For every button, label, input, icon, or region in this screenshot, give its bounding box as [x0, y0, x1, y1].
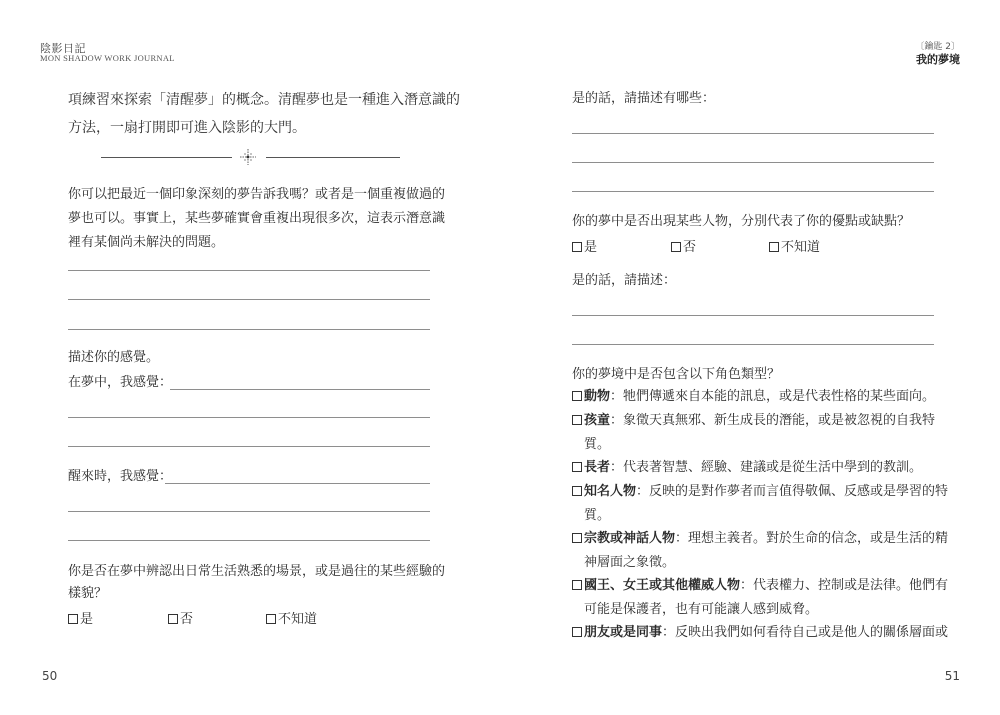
option-no[interactable]	[168, 608, 193, 627]
type-desc: ：代表權力、控制或是法律。他們有	[740, 578, 949, 593]
type-name: 知名人物	[584, 484, 637, 499]
checkbox-icon[interactable]	[266, 614, 276, 624]
checkbox-icon[interactable]	[671, 242, 681, 252]
character-type-celebrity[interactable]	[572, 480, 949, 528]
type-desc-cont: 可能是保護者，也有可能讓人感到威脅。	[584, 602, 819, 617]
option-label: 否	[683, 240, 697, 255]
question-2-line-1: 你是否在夢中辨認出日常生活熟悉的場景，或是過往的某些經驗的	[68, 564, 446, 579]
question-familiar-scene	[68, 561, 445, 605]
journal-title: 陰影日記	[40, 42, 86, 55]
question-1-line-2: 夢也可以。事實上，某些夢確實會重複出現很多次，這表示潛意識	[68, 211, 446, 226]
checkbox-icon[interactable]	[572, 533, 582, 543]
type-name: 孩童	[584, 413, 611, 428]
followup-describe: 是的話，請描述：	[572, 273, 677, 288]
type-desc-cont: 質。	[584, 437, 611, 452]
type-desc-cont: 質。	[584, 508, 611, 523]
option-unknown[interactable]	[266, 608, 317, 627]
type-name: 宗教或神話人物	[584, 531, 676, 546]
type-name: 動物	[584, 389, 611, 404]
character-type-animal[interactable]	[572, 385, 937, 409]
checkbox-icon[interactable]	[68, 614, 78, 624]
type-name: 國王、女王或其他權威人物	[584, 578, 741, 593]
option-label: 不知道	[781, 240, 821, 255]
checkbox-icon[interactable]	[572, 242, 582, 252]
after-wake-feeling-line[interactable]	[165, 483, 430, 484]
answer-line[interactable]	[572, 162, 934, 163]
type-name: 長者	[584, 460, 611, 475]
character-type-friend-colleague[interactable]	[572, 621, 949, 645]
type-name: 朋友或是同事	[584, 625, 663, 640]
answer-line[interactable]	[68, 417, 430, 418]
character-type-child[interactable]	[572, 409, 937, 457]
answer-line[interactable]	[572, 315, 934, 316]
page-number-right: 51	[944, 669, 960, 683]
chapter-tag: 〔鑰匙 2〕	[915, 42, 960, 52]
option-label: 否	[180, 612, 194, 627]
question-1-line-1: 你可以把最近一個印象深刻的夢告訴我嗎？或者是一個重複做過的	[68, 187, 446, 202]
intro-line-1: 項練習來探索「清醒夢」的概念。清醒夢也是一種進入潛意識的	[68, 92, 460, 108]
checkbox-icon[interactable]	[572, 391, 582, 401]
question-1-line-3: 裡有某個尚未解決的問題。	[68, 235, 225, 250]
character-type-authority[interactable]	[572, 574, 949, 622]
option-yes[interactable]	[572, 236, 597, 255]
answer-line[interactable]	[572, 133, 934, 134]
character-type-elder[interactable]	[572, 456, 937, 480]
journal-subtitle: MON SHADOW WORK JOURNAL	[40, 53, 175, 63]
option-label: 不知道	[278, 612, 318, 627]
checkbox-icon[interactable]	[572, 462, 582, 472]
answer-line[interactable]	[68, 329, 430, 330]
answer-line[interactable]	[572, 191, 934, 192]
followup-describe-which: 是的話，請描述有哪些：	[572, 91, 716, 106]
type-desc: ：代表著智慧、經驗、建議或是從生活中學到的教訓。	[610, 460, 923, 475]
feelings-prompt: 描述你的感覺。	[68, 350, 160, 365]
type-desc: ：牠們傳遞來自本能的訊息，或是代表性格的某些面向。	[610, 389, 936, 404]
in-dream-feeling-label: 在夢中，我感覺：	[68, 375, 173, 390]
page-number-left: 50	[42, 669, 58, 683]
answer-line[interactable]	[68, 511, 430, 512]
intro-paragraph	[68, 86, 460, 142]
type-desc: ：理想主義者。對於生命的信念，或是生活的精	[675, 531, 949, 546]
option-label: 是	[584, 240, 598, 255]
type-desc: ：象徵天真無邪、新生成長的潛能，或是被忽視的自我特	[610, 413, 936, 428]
option-yes[interactable]	[68, 608, 93, 627]
answer-line[interactable]	[68, 540, 430, 541]
checkbox-icon[interactable]	[168, 614, 178, 624]
after-wake-feeling-label: 醒來時，我感覺：	[68, 469, 173, 484]
checkbox-icon[interactable]	[572, 580, 582, 590]
sparkle-star-icon	[239, 148, 257, 166]
divider-line-left	[101, 157, 232, 158]
question-recent-dream	[68, 183, 445, 255]
in-dream-feeling-line[interactable]	[170, 389, 430, 390]
chapter-title: 我的夢境	[916, 53, 960, 66]
answer-line[interactable]	[68, 446, 430, 447]
option-no[interactable]	[671, 236, 696, 255]
type-desc-cont: 神層面之象徵。	[584, 555, 676, 570]
checkbox-icon[interactable]	[769, 242, 779, 252]
type-desc: ：反映的是對作夢者而言值得敬佩、反感或是學習的特	[636, 484, 949, 499]
checkbox-icon[interactable]	[572, 486, 582, 496]
question-dream-characters: 你的夢中是否出現某些人物，分別代表了你的優點或缺點？	[572, 214, 911, 229]
type-desc: ：反映出我們如何看待自己或是他人的關係層面或	[662, 625, 949, 640]
intro-line-2: 方法，一扇打開即可進入陰影的大門。	[68, 120, 306, 136]
checkbox-icon[interactable]	[572, 627, 582, 637]
checkbox-icon[interactable]	[572, 415, 582, 425]
answer-line[interactable]	[68, 270, 430, 271]
question-2-line-2: 樣貌？	[68, 586, 108, 601]
answer-line[interactable]	[68, 299, 430, 300]
option-label: 是	[80, 612, 94, 627]
divider-line-right	[266, 157, 400, 158]
answer-line[interactable]	[572, 344, 934, 345]
option-unknown[interactable]	[769, 236, 820, 255]
question-character-types: 你的夢境中是否包含以下角色類型？	[572, 367, 781, 382]
character-type-religious-mythic[interactable]	[572, 527, 949, 575]
